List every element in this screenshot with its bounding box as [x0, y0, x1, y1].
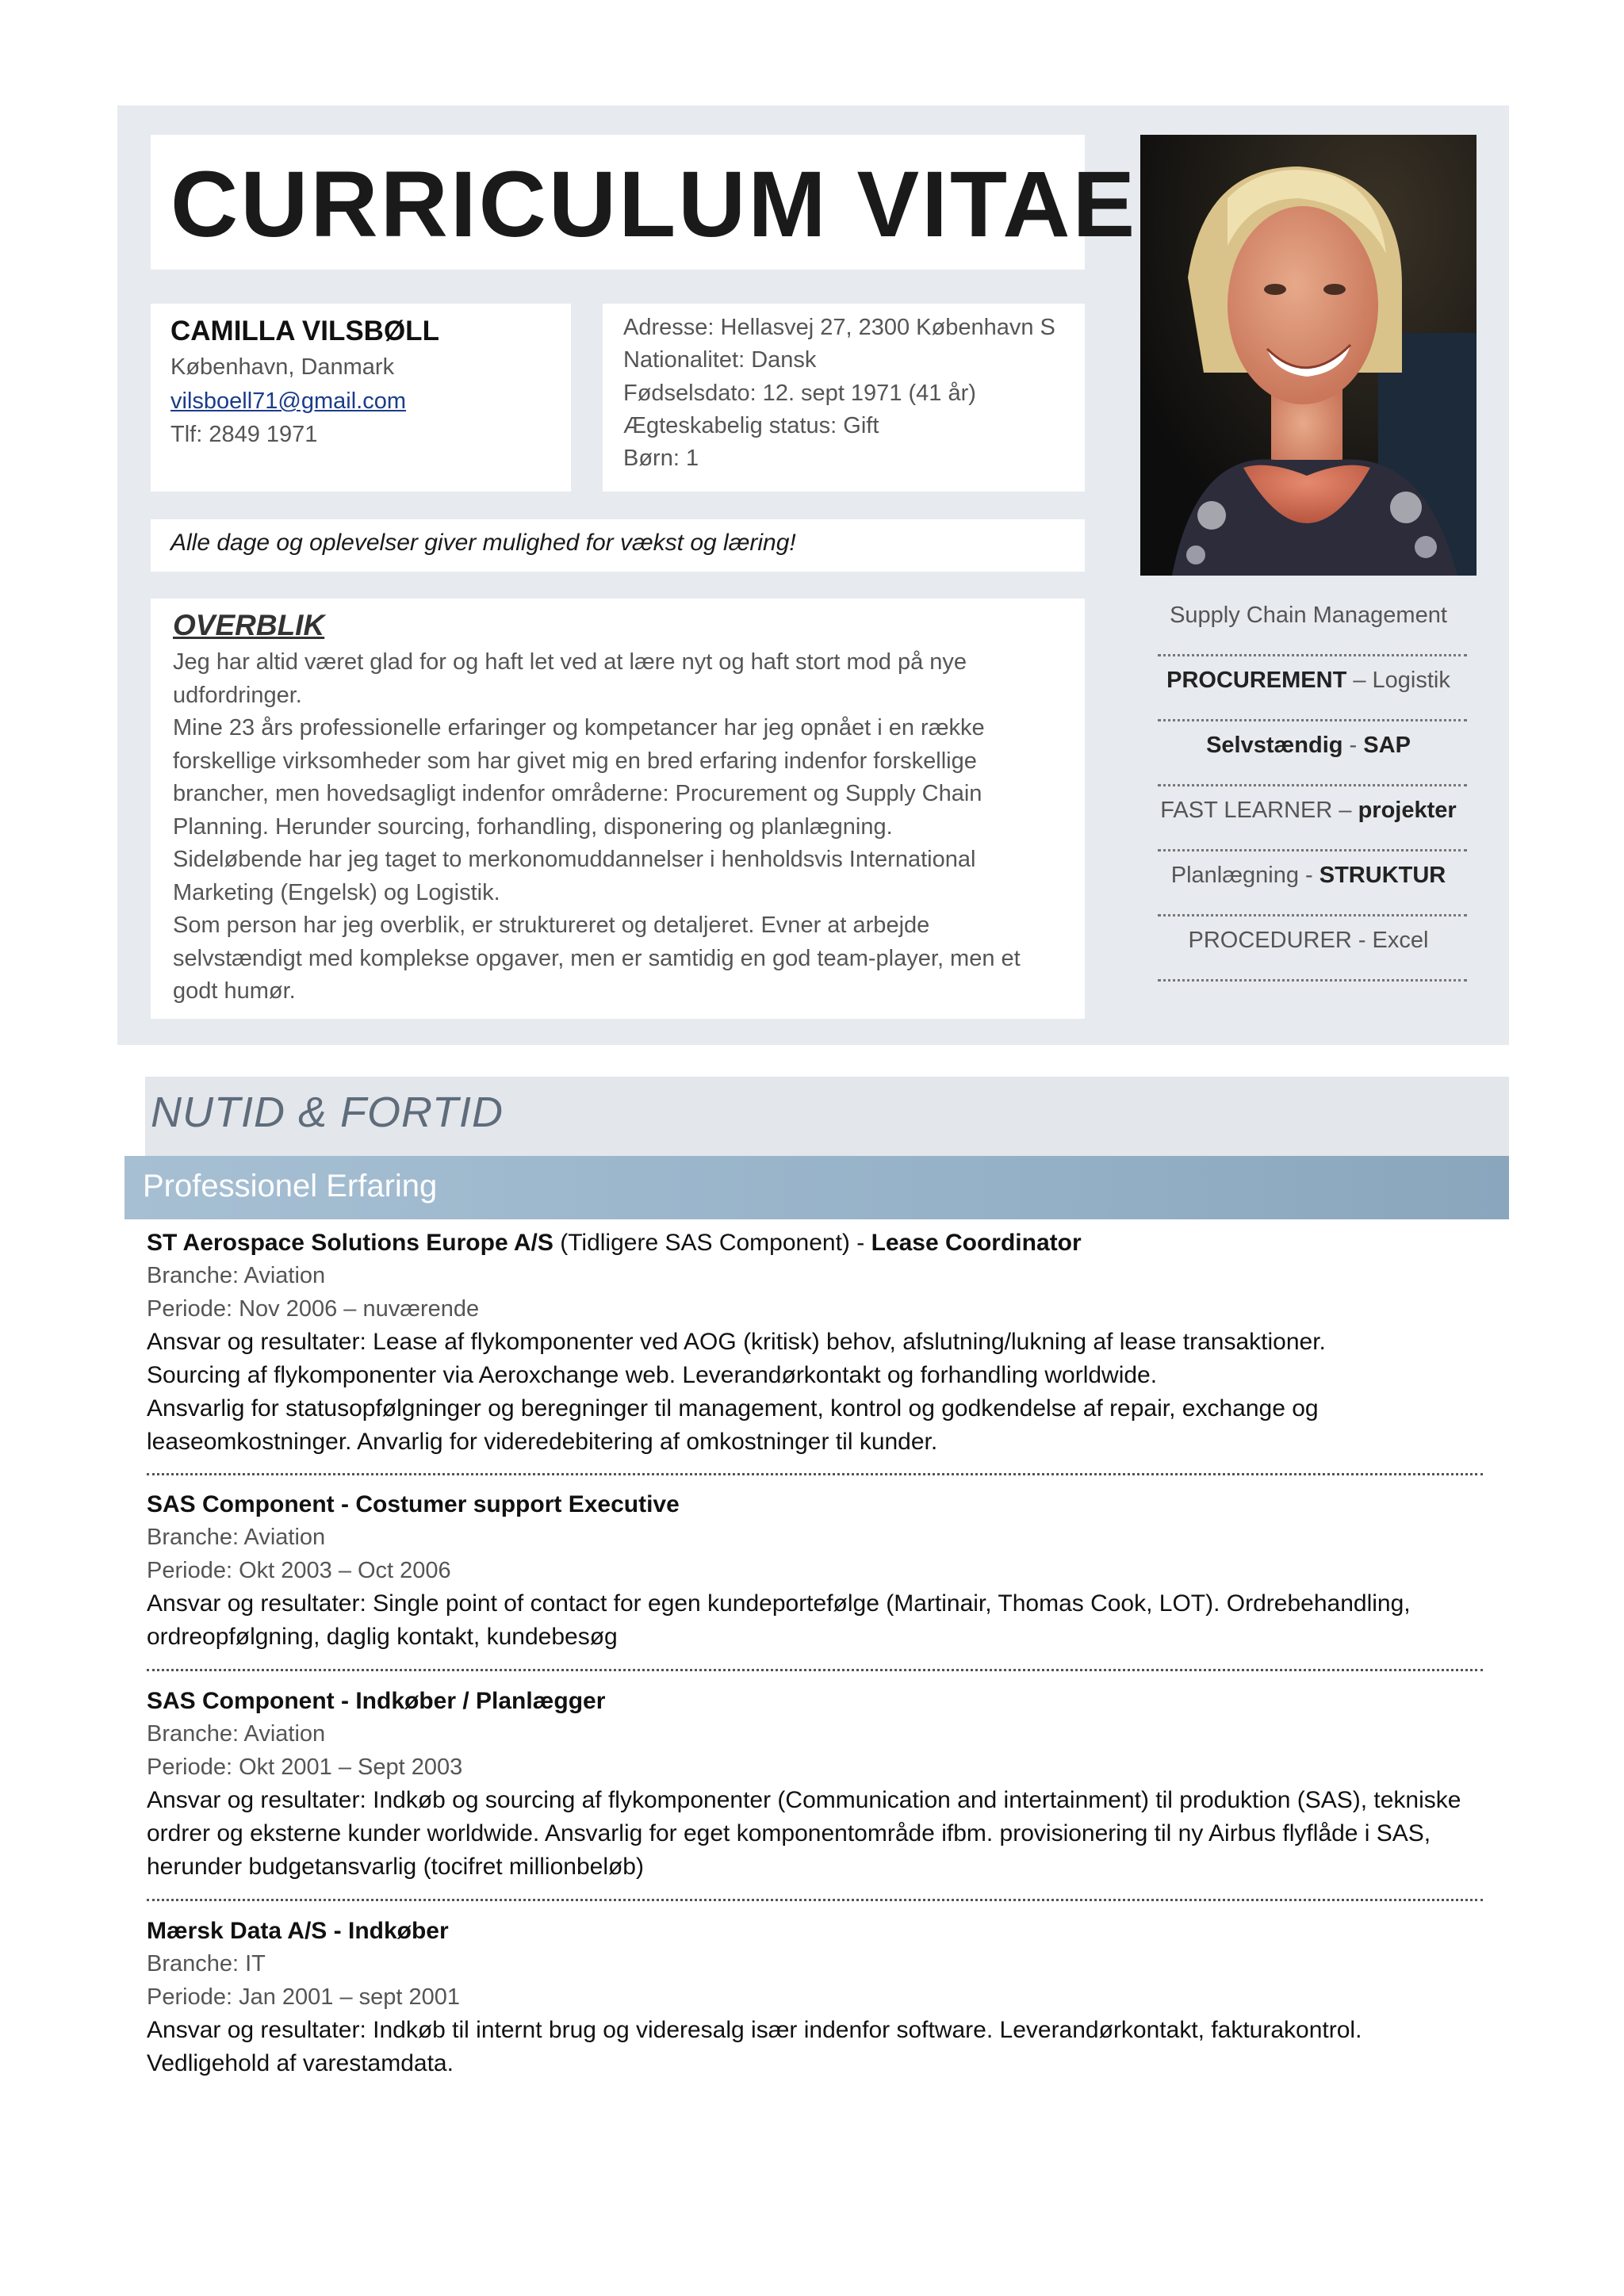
- job-branche: Branche: Aviation: [147, 1263, 326, 1288]
- skill-separator: –: [1332, 798, 1358, 823]
- job-description-line: Ansvar og resultater: Indkøb til internt brug og videresalg især indenfor software. Leverandørkontakt, fakturakontrol.: [147, 2017, 1362, 2043]
- dotted-divider: [147, 1669, 1483, 1671]
- dotted-divider: [1158, 654, 1467, 656]
- job-role: Costumer support Executive: [355, 1491, 680, 1517]
- job-period: Periode: Jan 2001 – sept 2001: [147, 1984, 461, 2010]
- job-description-line: Vedligehold af varestamdata.: [147, 2050, 454, 2076]
- phone: Tlf: 2849 1971: [170, 422, 318, 447]
- skill-label: projekter: [1358, 798, 1457, 823]
- job-description-line: Sourcing af flykomponenter via Aeroxchange web. Leverandørkontakt og forhandling worldwide.: [147, 1362, 1158, 1388]
- skill-label: Planlægning: [1170, 863, 1299, 888]
- overview-text: [173, 646, 1061, 1008]
- skill-separator: –: [1346, 668, 1373, 693]
- job-description: [147, 1326, 1511, 1459]
- skill-label: Logistik: [1372, 668, 1450, 693]
- job-period: Periode: Nov 2006 – nuværende: [147, 1296, 480, 1322]
- job-role: Indkøber: [347, 1918, 449, 1944]
- job-description-line: Ansvar og resultater: Lease af flykomponenter ved AOG (kritisk) behov, afslutning/lukning af lease transaktioner.: [147, 1329, 1326, 1355]
- job-description: [147, 1587, 1511, 1654]
- job-description-line: Ansvar og resultater: Indkøb og sourcing af flykomponenter (Communication and intertainment) til produktion (SAS), tekniske ordrer og eksterne kunder worldwide. Ansvarlig for eget komponentområde ifbm. provisionering til ny Airbus flyflåde i SAS, herunder budgetansvarlig (tocifret millionbeløb): [147, 1787, 1461, 1880]
- job-entry: [147, 1915, 1511, 2080]
- company-name: SAS Component: [147, 1491, 335, 1517]
- dotted-divider: [1158, 719, 1467, 721]
- skill-label: Selvstændig: [1206, 733, 1343, 758]
- dotted-divider: [1158, 849, 1467, 851]
- marital-status: Ægteskabelig status: Gift: [623, 413, 879, 438]
- job-branche: Branche: IT: [147, 1951, 266, 1976]
- job-period: Periode: Okt 2003 – Oct 2006: [147, 1558, 451, 1583]
- motto: Alle dage og oplevelser giver mulighed for vækst og læring!: [170, 530, 796, 556]
- nationality: Nationalitet: Dansk: [623, 347, 817, 373]
- skill-label: FAST LEARNER: [1160, 798, 1333, 823]
- overview-paragraph: Som person har jeg overblik, er struktureret og detaljeret. Evner at arbejde selvstændigt med komplekse opgaver, men er samtidig en god team-player, men et godt humør.: [173, 913, 1021, 1004]
- overview-paragraph: Jeg har altid været glad for og haft let ved at lære nyt og haft stort mod på nye udfordringer.: [173, 649, 967, 708]
- birth-date: Fødselsdato: 12. sept 1971 (41 år): [623, 381, 976, 406]
- skill-separator: -: [1351, 928, 1373, 953]
- skill-item: [1142, 603, 1475, 668]
- job-role: Indkøber / Planlægger: [355, 1688, 606, 1714]
- skill-item: [1142, 733, 1475, 798]
- skill-separator: -: [1298, 863, 1320, 888]
- job-entry: [147, 1686, 1511, 1884]
- skill-label: STRUKTUR: [1319, 863, 1446, 888]
- company-name: ST Aerospace Solutions Europe A/S: [147, 1230, 553, 1256]
- profile-photo: [1140, 135, 1477, 576]
- skill-item: [1142, 668, 1475, 733]
- company-note: -: [327, 1918, 348, 1944]
- dotted-divider: [1158, 914, 1467, 916]
- skill-label: PROCEDURER: [1188, 928, 1352, 953]
- skill-label: SAP: [1363, 733, 1411, 758]
- page-title: CURRICULUM VITAE: [170, 152, 1138, 257]
- job-branche: Branche: Aviation: [147, 1721, 326, 1747]
- address: Adresse: Hellasvej 27, 2300 København S: [623, 315, 1055, 340]
- company-note: -: [334, 1688, 356, 1714]
- company-note: -: [334, 1491, 356, 1517]
- section-title: NUTID & FORTID: [151, 1089, 504, 1136]
- skill-item: [1142, 798, 1475, 863]
- overview-paragraph: Sideløbende har jeg taget to merkonomuddannelser i henholdsvis International Marketing (Engelsk) og Logistik.: [173, 847, 976, 905]
- job-branche: Branche: Aviation: [147, 1525, 326, 1550]
- overview-heading: OVERBLIK: [173, 609, 325, 641]
- job-role: Lease Coordinator: [871, 1230, 1082, 1256]
- skill-label: Excel: [1372, 928, 1429, 953]
- company-note: (Tidligere SAS Component) -: [553, 1230, 871, 1256]
- job-description: [147, 2014, 1511, 2080]
- company-name: Mærsk Data A/S: [147, 1918, 327, 1944]
- city: København, Danmark: [170, 354, 395, 380]
- job-period: Periode: Okt 2001 – Sept 2003: [147, 1755, 463, 1780]
- dotted-divider: [147, 1899, 1483, 1901]
- job-entry: [147, 1227, 1511, 1459]
- job-description: [147, 1784, 1511, 1884]
- subsection-title: Professionel Erfaring: [143, 1169, 438, 1203]
- skill-separator: -: [1342, 733, 1364, 758]
- skill-item: [1142, 863, 1475, 928]
- email-link[interactable]: vilsboell71@gmail.com: [170, 388, 406, 414]
- job-description-line: Ansvarlig for statusopfølgninger og beregninger til management, kontrol og godkendelse af repair, exchange og leaseomkostninger. Anvarlig for videredebitering af omkostninger til kunder.: [147, 1395, 1319, 1455]
- dotted-divider: [147, 1473, 1483, 1475]
- skill-label: Supply Chain Management: [1170, 603, 1447, 628]
- skill-item: [1142, 928, 1475, 993]
- overview-paragraph: Mine 23 års professionelle erfaringer og kompetancer har jeg opnået i en række forskellige virksomheder som har givet mig en bred erfaring indenfor forskellige brancher, men hovedsagligt indenfor områderne: Procurement og Supply Chain Planning. Herunder sourcing, forhandling, disponering og planlægning.: [173, 715, 985, 840]
- job-entry: [147, 1489, 1511, 1654]
- company-name: SAS Component: [147, 1688, 335, 1714]
- person-name: CAMILLA VILSBØLL: [170, 316, 439, 346]
- job-description-line: Ansvar og resultater: Single point of contact for egen kundeportefølge (Martinair, Thomas Cook, LOT). Ordrebehandling, ordreopfølgning, daglig kontakt, kundebesøg: [147, 1590, 1411, 1650]
- children: Børn: 1: [623, 446, 699, 471]
- dotted-divider: [1158, 784, 1467, 786]
- dotted-divider: [1158, 979, 1467, 982]
- skills-list: [1142, 603, 1475, 993]
- skill-label: PROCUREMENT: [1166, 668, 1347, 693]
